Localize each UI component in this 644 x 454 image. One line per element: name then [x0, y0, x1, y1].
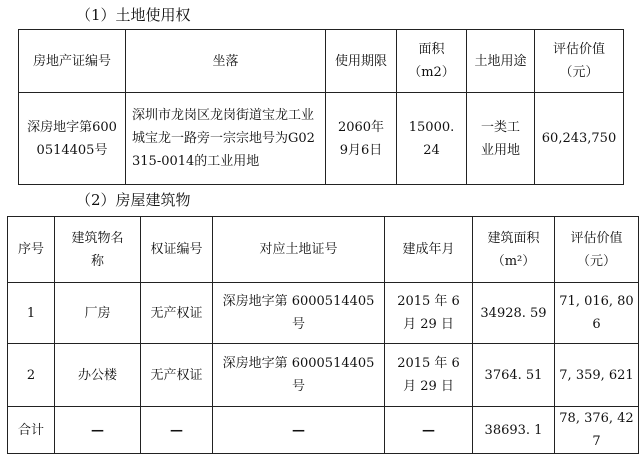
header-value: 评估价值 （元） — [555, 217, 639, 283]
cell-area: 34928. 59 — [473, 283, 555, 344]
header-location: 坐落 — [126, 30, 326, 93]
table-header-row — [8, 217, 639, 283]
cell-area: 15000.24 — [397, 93, 467, 185]
cell-dash: — — [385, 407, 473, 454]
table-row — [19, 93, 624, 185]
table-header-row — [19, 30, 624, 93]
cell-value: 60,243,750 — [535, 93, 624, 185]
header-area: 面积 （m2） — [397, 30, 467, 93]
cell-cert: 无产权证 — [141, 283, 213, 344]
cell-dash: — — [213, 407, 385, 454]
header-no: 序号 — [8, 217, 55, 283]
total-row — [8, 407, 639, 454]
cell-dash: — — [55, 407, 141, 454]
header-term: 使用期限 — [326, 30, 397, 93]
header-land-cert: 对应土地证号 — [213, 217, 385, 283]
cell-term: 2060年9月6日 — [326, 93, 397, 185]
header-value: 评估价值 （元） — [535, 30, 624, 93]
cell-value: 7, 359, 621 — [555, 344, 639, 407]
cell-area: 3764. 51 — [473, 344, 555, 407]
table-row — [8, 344, 639, 407]
section-heading-buildings: （2）房屋建筑物 — [76, 191, 191, 209]
cell-no: 1 — [8, 283, 55, 344]
header-cert-no: 房地产证编号 — [19, 30, 126, 93]
cell-cert-no: 深房地字第6000514405号 — [19, 93, 126, 185]
cell-name: 厂房 — [55, 283, 141, 344]
header-cert: 权证编号 — [141, 217, 213, 283]
cell-total-value: 78, 376, 427 — [555, 407, 639, 454]
header-built: 建成年月 — [385, 217, 473, 283]
cell-built: 2015 年 6 月 29 日 — [385, 344, 473, 407]
cell-total-label: 合计 — [8, 407, 55, 454]
cell-land-cert: 深房地字第 6000514405 号 — [213, 283, 385, 344]
cell-built: 2015 年 6 月 29 日 — [385, 283, 473, 344]
cell-name: 办公楼 — [55, 344, 141, 407]
cell-land-cert: 深房地字第 6000514405 号 — [213, 344, 385, 407]
table-row — [8, 283, 639, 344]
land-use-table — [18, 29, 624, 185]
buildings-table — [7, 216, 639, 454]
header-name: 建筑物名称 — [55, 217, 141, 283]
cell-no: 2 — [8, 344, 55, 407]
cell-dash: — — [141, 407, 213, 454]
header-area: 建筑面积 （m²） — [473, 217, 555, 283]
cell-use: 一类工业用地 — [467, 93, 535, 185]
cell-total-area: 38693. 1 — [473, 407, 555, 454]
cell-cert: 无产权证 — [141, 344, 213, 407]
header-use: 土地用途 — [467, 30, 535, 93]
cell-value: 71, 016, 806 — [555, 283, 639, 344]
section-heading-land: （1）土地使用权 — [76, 6, 191, 24]
cell-location: 深圳市龙岗区龙岗街道宝龙工业城宝龙一路旁一宗宗地号为G02315-0014的工业用地 — [126, 93, 326, 185]
